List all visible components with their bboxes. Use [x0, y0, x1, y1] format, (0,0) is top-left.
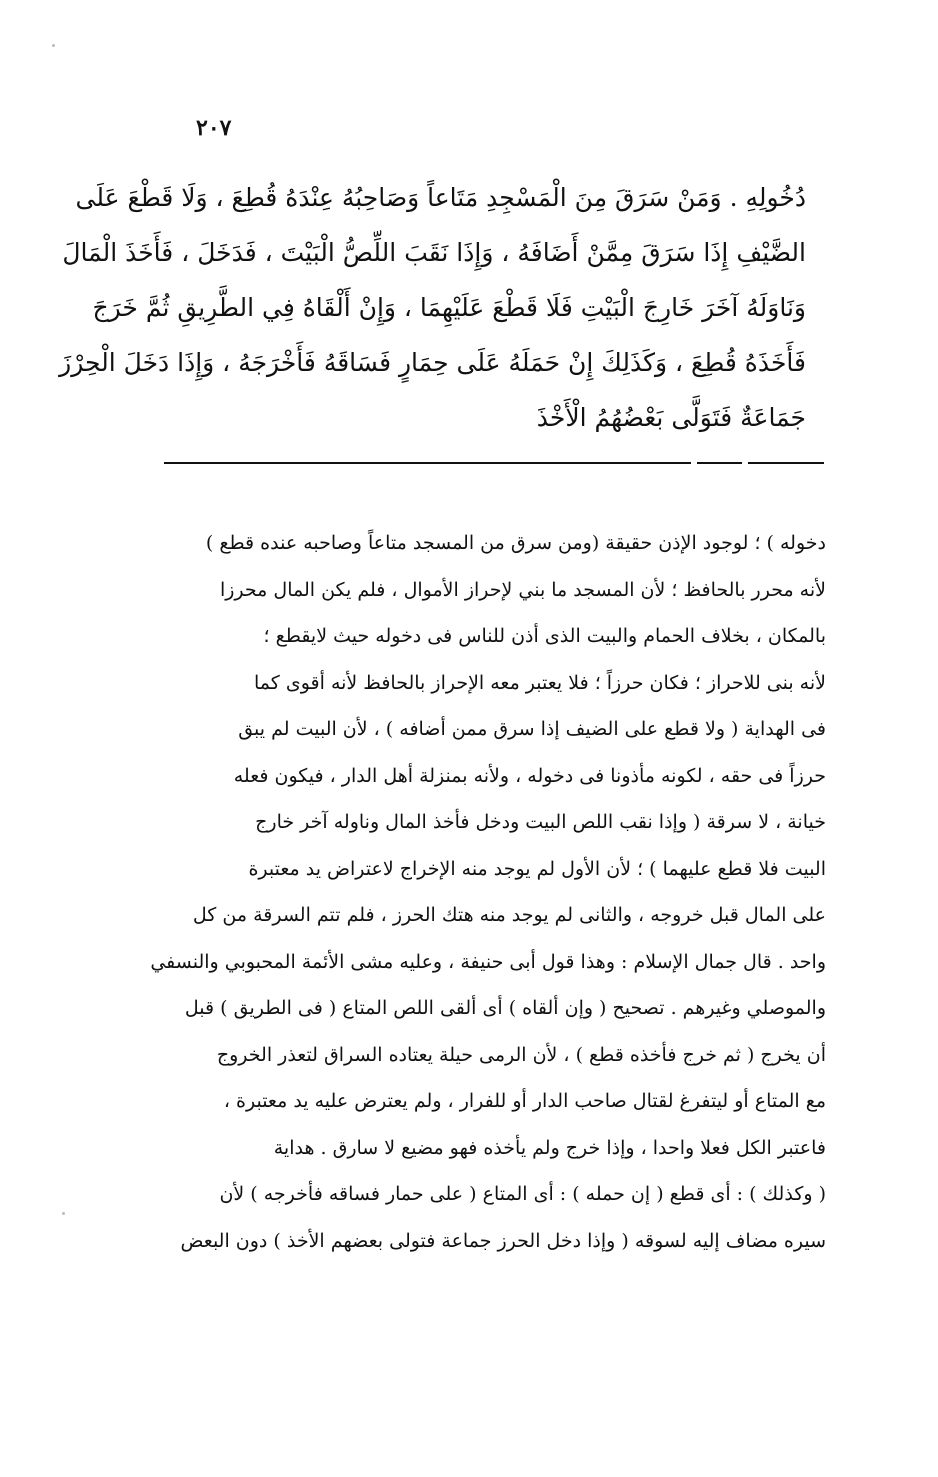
section-divider: [697, 462, 742, 464]
commentary-line: أن يخرج ( ثم خرج فأخذه قطع ) ، لأن الرمى حيلة يعتاده السراق لتعذر الخروج: [216, 1043, 826, 1066]
page-number: ٢٠٧: [196, 115, 232, 141]
commentary-line: حرزاً فى حقه ، لكونه مأذونا فى دخوله ، ولأنه بمنزلة أهل الدار ، فيكون فعله: [233, 764, 826, 787]
section-divider: [164, 462, 691, 464]
commentary-line: خيانة ، لا سرقة ( وإذا نقب اللص البيت ودخل فأخذ المال وناوله آخر خارج: [255, 811, 826, 833]
main-text-line: دُخُولِهِ . وَمَنْ سَرَقَ مِنَ الْمَسْجِدِ مَتَاعاً وَصَاحِبُهُ عِنْدَهُ قُطِعَ ، وَلَا قَطْعَ عَلَى: [75, 183, 806, 212]
commentary-line: فاعتبر الكل فعلا واحدا ، وإذا خرج ولم يأخذه فهو مضيع لا سارق . هداية: [273, 1136, 826, 1159]
commentary-line: سيره مضاف إليه لسوقه ( وإذا دخل الحرز جماعة فتولى بعضهم الأخذ ) دون البعض: [180, 1229, 826, 1252]
main-text-line: فَأَخَذَهُ قُطِعَ ، وَكَذَلِكَ إِنْ حَمَلَهُ عَلَى حِمَارٍ فَسَاقَهُ فَأَخْرَجَهُ ، وَإِذَا دَخَلَ الْحِرْزَ: [59, 348, 806, 377]
commentary-line: البيت فلا قطع عليهما ) ؛ لأن الأول لم يوجد منه الإخراج لاعتراض يد معتبرة: [248, 857, 826, 880]
main-text-block: [59, 170, 806, 445]
commentary-line: مع المتاع أو ليتفرغ لقتال صاحب الدار أو للفرار ، ولم يعترض عليه يد معتبرة ،: [223, 1090, 826, 1112]
commentary-line: دخوله ) ؛ لوجود الإذن حقيقة (ومن سرق من المسجد متاعاً وصاحبه عنده قطع ): [205, 532, 826, 554]
commentary-line: لأنه بنى للاحراز ؛ فكان حرزاً ؛ فلا يعتبر معه الإحراز بالحافظ لأنه أقوى كما: [254, 671, 826, 694]
scan-speck: [52, 44, 55, 47]
commentary-line: والموصلي وغيرهم . تصحيح ( وإن ألقاه ) أى ألقى اللص المتاع ( فى الطريق ) قبل: [184, 997, 826, 1019]
commentary-line: ( وكذلك ) : أى قطع ( إن حمله ) : أى المتاع ( على حمار فساقه فأخرجه ) لأن: [219, 1183, 826, 1205]
main-text-line: وَنَاوَلَهُ آخَرَ خَارِجَ الْبَيْتِ فَلَا قَطْعَ عَلَيْهِمَا ، وَإِنْ أَلْقَاهُ فِي الطَّرِيقِ ثُمَّ خَرَجَ: [92, 293, 806, 322]
commentary-line: على المال قبل خروجه ، والثانى لم يوجد منه هتك الحرز ، فلم تتم السرقة من كل: [192, 904, 826, 926]
commentary-line: واحد . قال جمال الإسلام : وهذا قول أبى حنيفة ، وعليه مشى الأئمة المحبوبي والنسفي: [150, 950, 826, 973]
commentary-line: فى الهداية ( ولا قطع على الضيف إذا سرق ممن أضافه ) ، لأن البيت لم يبق: [238, 718, 826, 740]
main-text-line: الضَّيْفِ إِذَا سَرَقَ مِمَّنْ أَضَافَهُ ، وَإِذَا نَقَبَ اللِّصُّ الْبَيْتَ ، فَدَخَلَ ، فَأَخَذَ الْمَالَ: [62, 238, 806, 267]
scan-speck: [62, 1212, 65, 1215]
section-divider: [748, 462, 824, 464]
commentary-line: لأنه محرر بالحافظ ؛ لأن المسجد ما بني لإحراز الأموال ، فلم يكن المال محرزا: [219, 578, 826, 601]
commentary-line: بالمكان ، بخلاف الحمام والبيت الذى أذن للناس فى دخوله حيث لايقطع ؛: [263, 625, 826, 647]
commentary-block: [150, 520, 826, 1264]
main-text-line: جَمَاعَةٌ فَتَوَلَّى بَعْضُهُمُ الْأَخْذَ: [536, 403, 806, 432]
